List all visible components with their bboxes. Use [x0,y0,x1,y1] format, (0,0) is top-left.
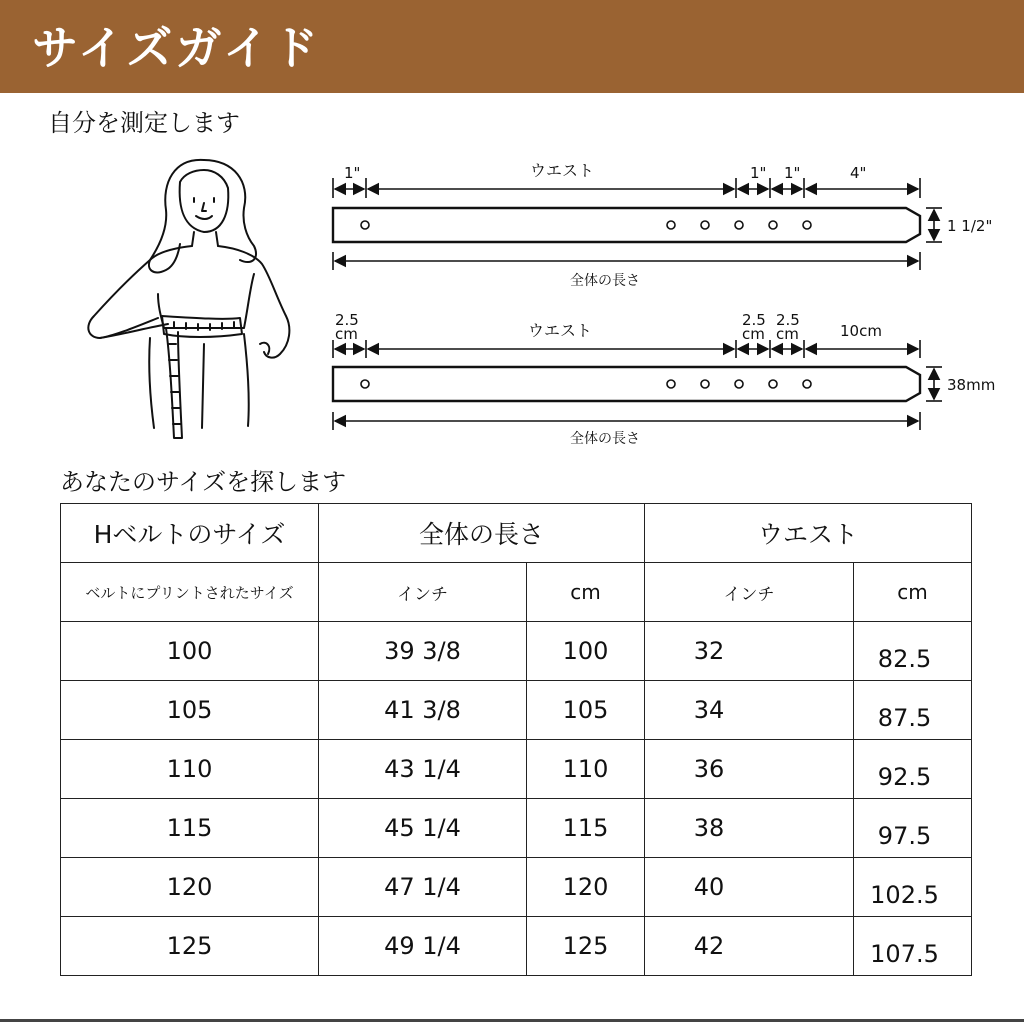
bottom-divider [0,1019,1024,1022]
page-title: サイズガイド [32,21,321,75]
cell-waist-inch [645,858,854,917]
cell-size: 115 [61,799,319,858]
subheader-waist-cm: cm [854,563,972,622]
header-total-length: 全体の長さ [319,504,645,563]
table-row [61,740,972,799]
table-row [61,681,972,740]
dim-waist-label-cm: ウエスト [528,321,593,340]
cell-waist-inch-value: 42 [693,932,725,960]
cell-waist-cm-value: 107.5 [870,940,939,968]
header-waist: ウエスト [645,504,972,563]
cell-waist-inch [645,740,854,799]
dim-hole1-num-cm: 2.5 [742,311,766,329]
cell-waist-cm-value: 82.5 [877,645,932,673]
cell-waist-cm [854,858,972,917]
cell-waist-cm-value: 92.5 [877,763,932,791]
dim-hole2-label: 1" [784,164,801,182]
cell-waist-inch-value: 34 [693,696,725,724]
table-subheader-row [61,563,972,622]
subheader-total-cm: cm [527,563,645,622]
dim-tip-unit-cm: cm [335,325,358,343]
dim-hole2-unit-cm: cm [776,325,799,343]
section-title-find: あなたのサイズを探します [60,468,347,496]
cell-size: 110 [61,740,319,799]
cell-size: 100 [61,622,319,681]
subheader-total-inch: インチ [319,563,527,622]
cell-total-cm: 115 [527,799,645,858]
cell-waist-inch-value: 38 [693,814,725,842]
table-row [61,622,972,681]
dim-hole1-label: 1" [750,164,767,182]
cell-waist-inch [645,917,854,976]
cell-total-inch: 47 1/4 [319,858,527,917]
dim-total-label-cm: 全体の長さ [570,431,640,447]
cell-waist-cm-value: 87.5 [877,704,932,732]
cell-total-inch: 49 1/4 [319,917,527,976]
dim-tip-label: 1" [344,164,361,182]
cell-total-cm: 110 [527,740,645,799]
dim-tip-num-cm: 2.5 [335,311,359,329]
cell-total-cm: 120 [527,858,645,917]
dim-waist-label: ウエスト [530,161,595,180]
dim-end-label: 4" [850,164,867,182]
cell-total-inch: 39 3/8 [319,622,527,681]
subheader-waist-inch: インチ [645,563,854,622]
cell-waist-inch [645,622,854,681]
cell-waist-cm [854,917,972,976]
dim-hole1-unit-cm: cm [742,325,765,343]
header-banner [0,0,1024,93]
cell-waist-inch-value: 32 [693,637,725,665]
belt-dimension-diagram [330,150,1024,450]
cell-size: 120 [61,858,319,917]
dim-end-label-cm: 10cm [840,322,882,340]
cell-size: 125 [61,917,319,976]
cell-total-cm: 105 [527,681,645,740]
cell-waist-cm [854,740,972,799]
table-row [61,799,972,858]
cell-waist-cm [854,799,972,858]
cell-size: 105 [61,681,319,740]
cell-waist-cm [854,622,972,681]
header-size: Hベルトのサイズ [61,504,319,563]
table-row [61,917,972,976]
size-table [60,503,972,976]
table-header-row [61,504,972,563]
cell-waist-inch-value: 36 [693,755,725,783]
section-title-measure: 自分を測定します [48,109,240,137]
dim-width-label: 1 1/2" [947,217,993,235]
cell-total-cm: 100 [527,622,645,681]
cell-waist-inch-value: 40 [693,873,725,901]
cell-total-inch: 45 1/4 [319,799,527,858]
dim-hole2-num-cm: 2.5 [776,311,800,329]
woman-measuring-waist-illustration [54,148,330,444]
cell-waist-cm [854,681,972,740]
cell-waist-cm-value: 97.5 [877,822,932,850]
cell-waist-inch [645,799,854,858]
table-row [61,858,972,917]
cell-total-cm: 125 [527,917,645,976]
dim-width-label-cm: 38mm [947,376,996,394]
cell-waist-inch [645,681,854,740]
cell-waist-cm-value: 102.5 [870,881,939,909]
dim-total-label: 全体の長さ [570,273,640,289]
cell-total-inch: 41 3/8 [319,681,527,740]
cell-total-inch: 43 1/4 [319,740,527,799]
subheader-printed-size: ベルトにプリントされたサイズ [61,563,319,622]
